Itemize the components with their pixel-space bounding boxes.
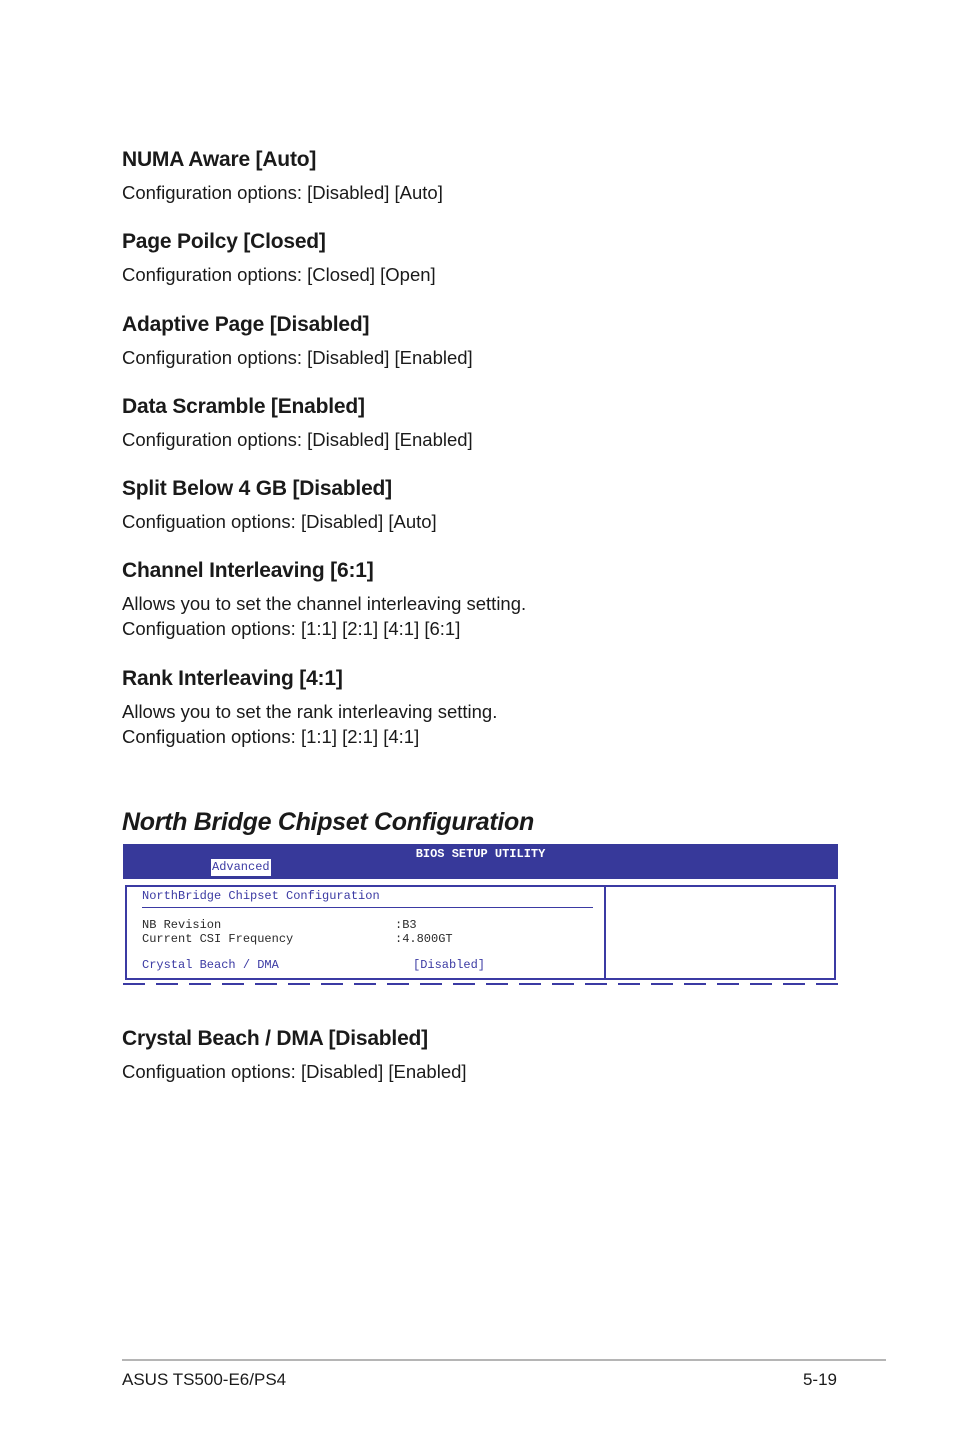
footer-page-number: 5-19 — [802, 1370, 837, 1389]
footer-rule — [122, 1359, 886, 1361]
bios-title: BIOS SETUP UTILITY — [415, 847, 546, 861]
footer-product: ASUS TS500-E6/PS4 — [122, 1370, 287, 1389]
section-heading: Rank Interleaving [4:1] — [122, 667, 343, 690]
bios-title-underline — [142, 907, 593, 908]
section-page-policy — [122, 229, 842, 287]
bios-tab-advanced[interactable]: Advanced — [212, 860, 270, 874]
bios-panel-title: NorthBridge Chipset Configuration — [142, 889, 380, 903]
section-text: Configuration options: [Disabled] [Auto] — [122, 182, 443, 203]
bios-row-label: NB Revision — [142, 918, 222, 932]
bios-option-label[interactable]: Crystal Beach / DMA — [142, 958, 279, 972]
bios-header-bar — [123, 844, 838, 879]
bios-panel-frame — [125, 885, 836, 980]
section-text: Configuation options: [1:1] [2:1] [4:1] — [122, 726, 420, 747]
section-channel-interleaving — [122, 558, 842, 641]
bios-screen — [123, 844, 838, 992]
section-crystal-beach — [122, 1026, 842, 1084]
section-heading: Crystal Beach / DMA [Disabled] — [122, 1027, 428, 1050]
section-heading: Data Scramble [Enabled] — [122, 395, 365, 418]
section-heading: Adaptive Page [Disabled] — [122, 313, 370, 336]
section-text: Configuration options: [Disabled] [Enabled] — [122, 429, 473, 450]
bios-option-value[interactable]: [Disabled] — [413, 958, 486, 972]
section-text: Allows you to set the channel interleaving setting. — [122, 593, 527, 614]
section-heading: Channel Interleaving [6:1] — [122, 559, 374, 582]
section-text: Allows you to set the rank interleaving setting. — [122, 701, 498, 722]
section-heading: NUMA Aware [Auto] — [122, 148, 317, 171]
section-split-below-4gb — [122, 476, 842, 534]
section-text: Configuration options: [Disabled] [Enabled] — [122, 347, 473, 368]
section-text: Configuration options: [Closed] [Open] — [122, 264, 436, 285]
section-text: Configuation options: [1:1] [2:1] [4:1] [6:1] — [122, 618, 461, 639]
section-rank-interleaving — [122, 666, 842, 749]
bios-row-label: Current CSI Frequency — [142, 932, 294, 946]
bios-row-value: :B3 — [395, 918, 417, 932]
bios-body — [123, 879, 838, 992]
bios-row-value: :4.800GT — [395, 932, 453, 946]
section-numa-aware — [122, 147, 842, 205]
section-data-scramble — [122, 394, 842, 452]
section-heading: Page Poilcy [Closed] — [122, 230, 326, 253]
north-bridge-title: North Bridge Chipset Configuration — [122, 808, 534, 836]
section-heading: Split Below 4 GB [Disabled] — [122, 477, 392, 500]
section-text: Configuation options: [Disabled] [Auto] — [122, 511, 437, 532]
section-text: Configuation options: [Disabled] [Enabled] — [122, 1061, 467, 1082]
bios-panel-divider — [604, 887, 606, 978]
bios-dashed-border — [123, 982, 838, 986]
section-adaptive-page — [122, 312, 842, 370]
